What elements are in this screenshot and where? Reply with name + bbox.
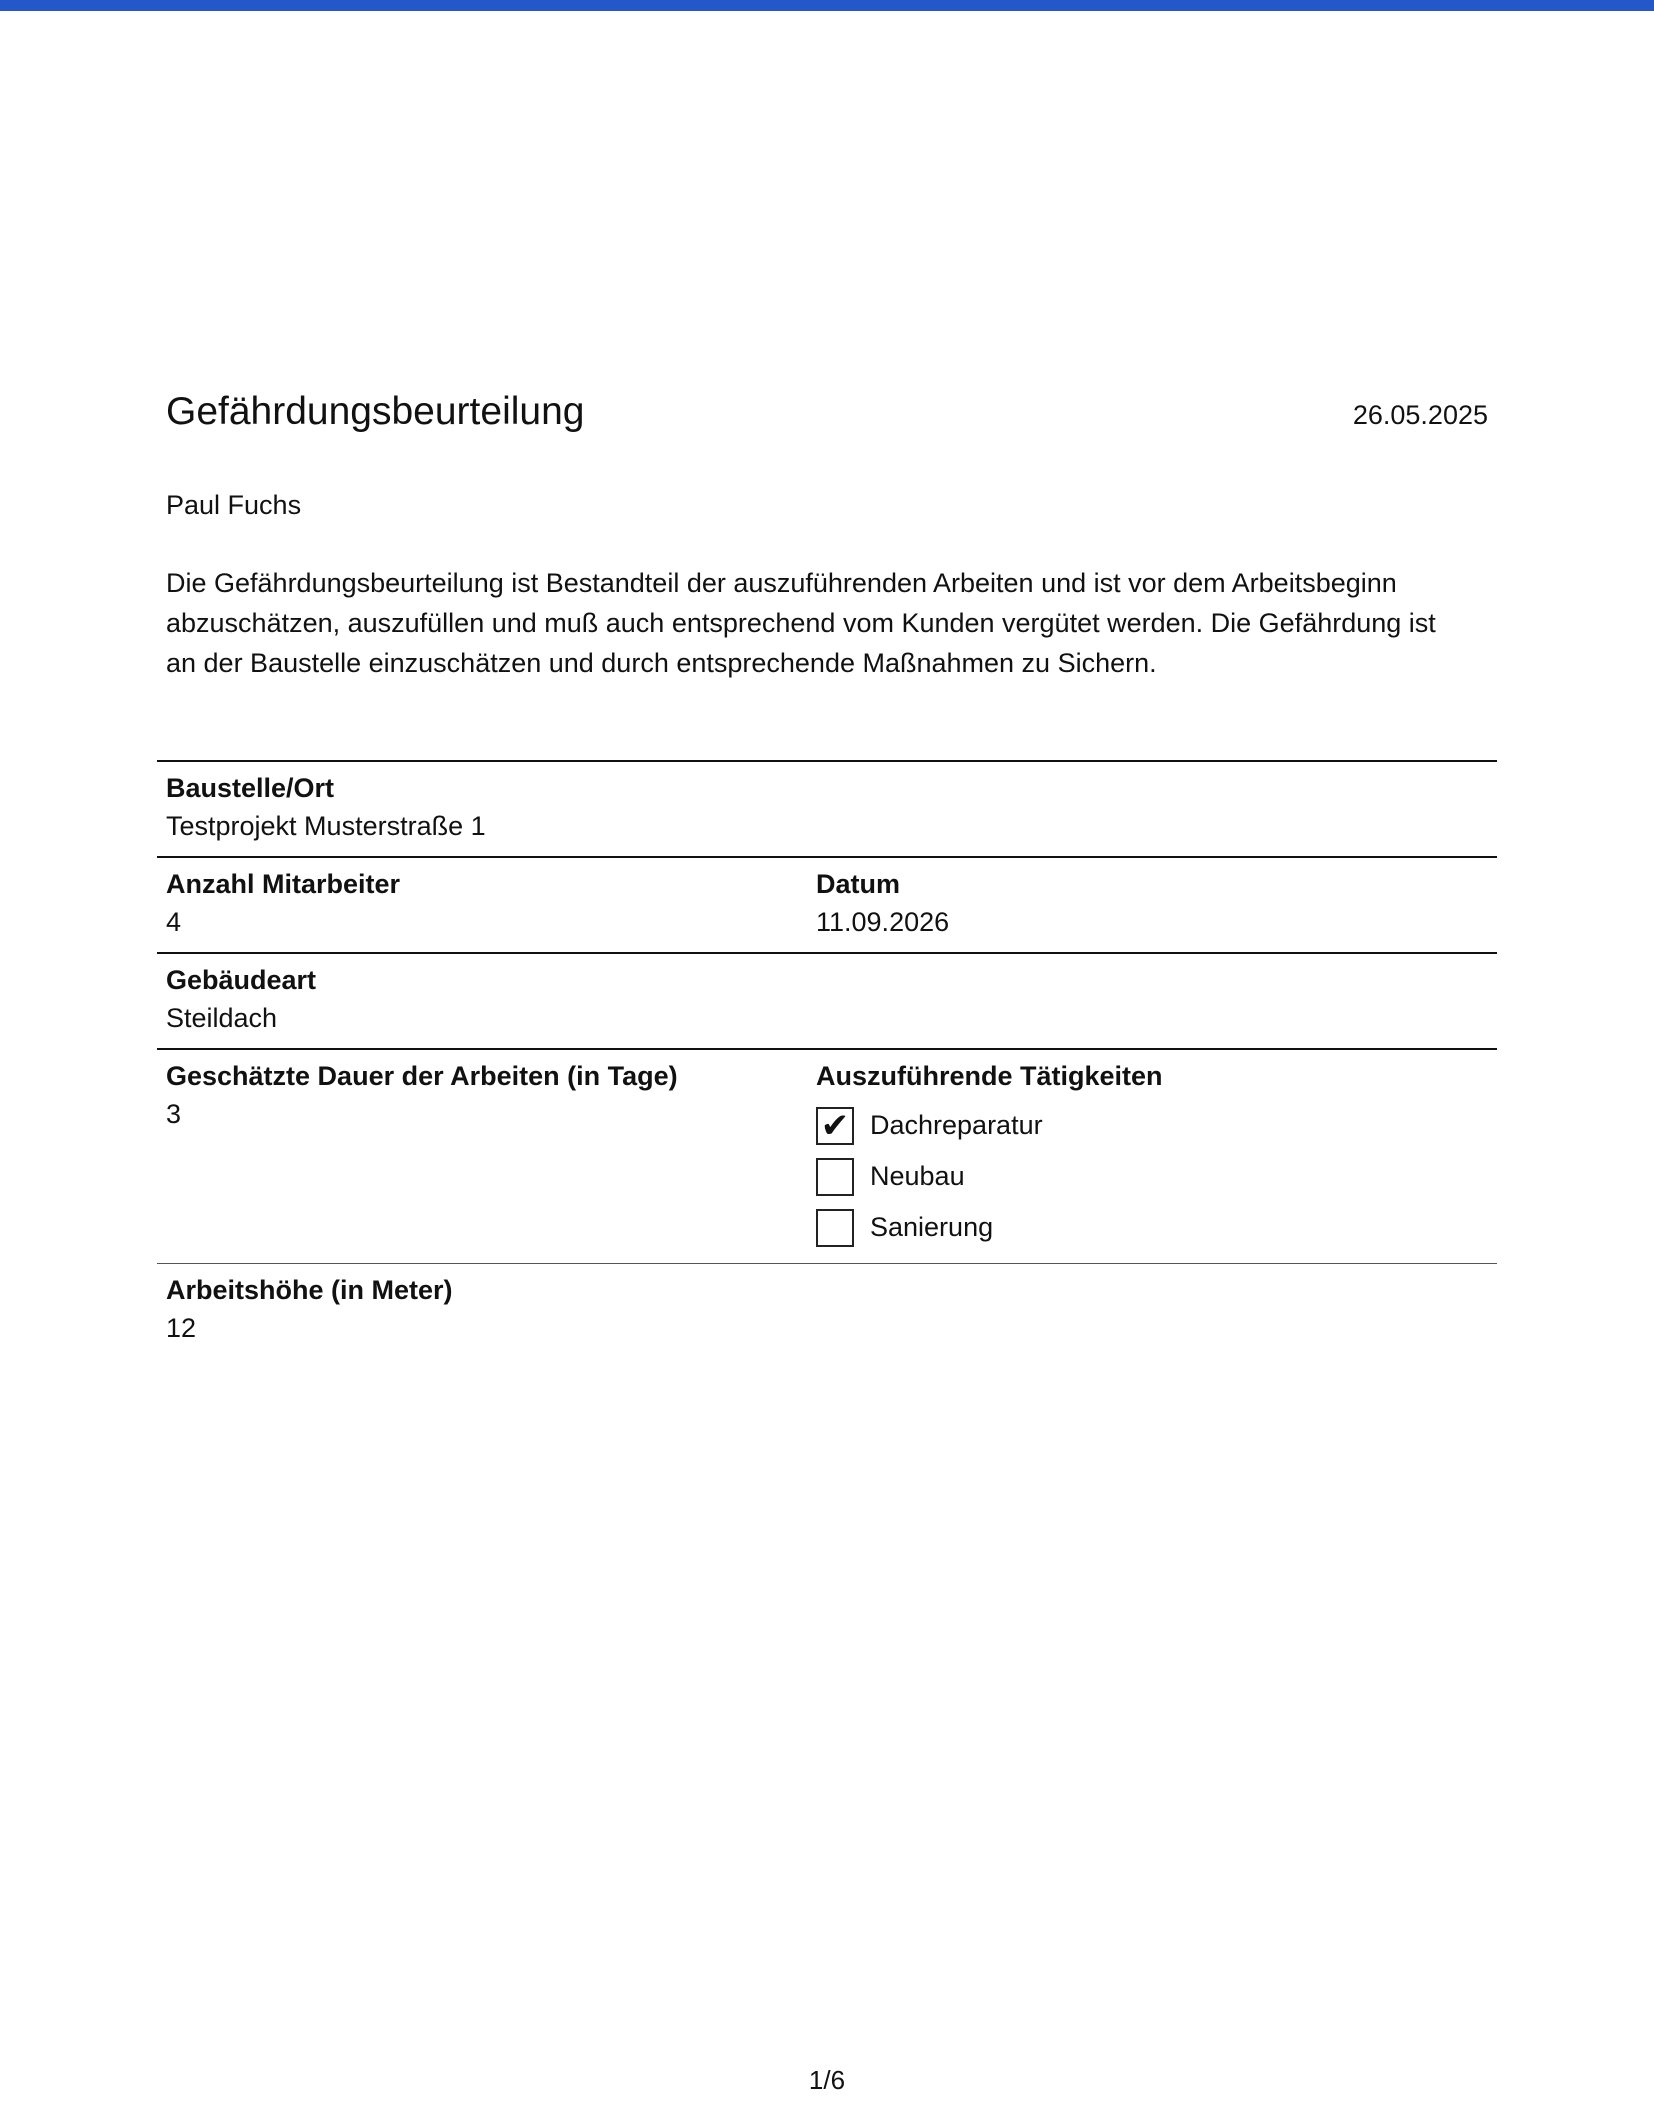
form-row-site — [157, 760, 1497, 856]
workers-value: 4 — [166, 907, 182, 937]
building-type-cell — [157, 962, 816, 1038]
site-label: Baustelle/Ort — [166, 773, 335, 803]
activity-item-neubau[interactable] — [816, 1151, 1466, 1202]
activity-checkbox[interactable] — [816, 1158, 854, 1196]
duration-cell — [157, 1058, 816, 1253]
activities-cell — [816, 1058, 1466, 1253]
activity-checkbox[interactable] — [816, 1209, 854, 1247]
form-row-workers-date — [157, 856, 1497, 952]
date-value: 11.09.2026 — [816, 907, 950, 937]
document-date: 26.05.2025 — [1352, 400, 1488, 430]
building-type-label: Gebäudeart — [166, 965, 317, 995]
site-value: Testprojekt Musterstraße 1 — [166, 811, 486, 841]
top-accent-bar — [0, 0, 1654, 11]
form-row-duration-activities — [157, 1048, 1497, 1263]
workers-label: Anzahl Mitarbeiter — [166, 869, 401, 899]
form-row-height — [157, 1263, 1497, 1358]
building-type-value: Steildach — [166, 1003, 278, 1033]
height-value: 12 — [166, 1313, 197, 1343]
duration-label: Geschätzte Dauer der Arbeiten (in Tage) — [166, 1061, 678, 1091]
assessment-form — [157, 760, 1497, 1358]
date-cell — [816, 866, 1466, 942]
activity-label: Sanierung — [870, 1212, 994, 1242]
activity-label: Dachreparatur — [870, 1110, 1043, 1140]
author-name: Paul Fuchs — [166, 490, 302, 520]
height-cell — [157, 1272, 816, 1348]
duration-value: 3 — [166, 1099, 182, 1129]
intro-paragraph: Die Gefährdungsbeurteilung ist Bestandteil der auszuführenden Arbeiten und ist vor dem Arbeitsbeginn abzuschätzen, auszufüllen und muß auch entsprechend vom Kunden vergütet werden. Die Gefährdung ist an der Baustelle einzuschätzen und durch entsprechende Maßnahmen zu Sichern. — [166, 568, 1436, 678]
document-body — [166, 390, 1488, 683]
form-row-building-type — [157, 952, 1497, 1048]
checkmark-checkbox[interactable]: ✔ — [816, 1107, 854, 1145]
height-label: Arbeitshöhe (in Meter) — [166, 1275, 453, 1305]
activities-label: Auszuführende Tätigkeiten — [816, 1061, 1163, 1091]
document-header — [166, 390, 1488, 434]
activity-label: Neubau — [870, 1161, 965, 1191]
date-label: Datum — [816, 869, 901, 899]
document-title: Gefährdungsbeurteilung — [166, 390, 585, 433]
activity-item-dachreparatur[interactable] — [816, 1100, 1466, 1151]
page-number: 1/6 — [808, 2065, 846, 2095]
activity-item-sanierung[interactable] — [816, 1202, 1466, 1253]
workers-cell — [157, 866, 816, 942]
site-cell — [157, 770, 816, 846]
activities-checklist — [816, 1100, 1466, 1253]
